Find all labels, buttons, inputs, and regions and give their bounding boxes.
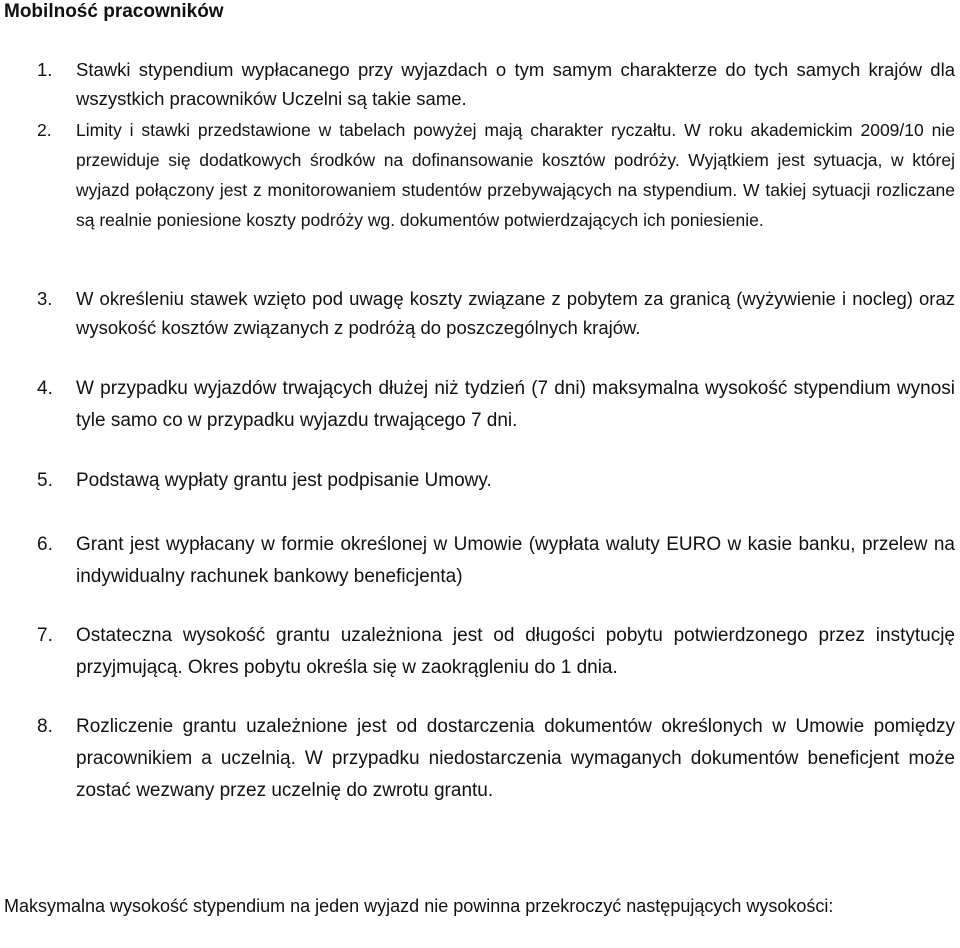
list-item-6 xyxy=(37,529,955,593)
footer-note: Maksymalna wysokość stypendium na jeden wyjazd nie powinna przekroczyć następujących wysokości: xyxy=(4,896,834,916)
list-item-number: 6. xyxy=(37,534,53,555)
list-item-text: Rozliczenie grantu uzależnione jest od dostarczenia dokumentów określonych w Umowie pomiędzy pracownikiem a uczelnią. W przypadku niedostarczenia wymaganych dokumentów beneficjent może zostać wezwany przez uczelnię do zwrotu grantu. xyxy=(76,716,955,801)
document-title: Mobilność pracowników xyxy=(4,1,224,22)
list-item-number: 3. xyxy=(37,288,53,309)
list-item-text: Stawki stypendium wypłacanego przy wyjazdach o tym samym charakterze do tych samych krajów dla wszystkich pracowników Uczelni są takie same. xyxy=(76,59,955,109)
list-item-text: Podstawą wypłaty grantu jest podpisanie Umowy. xyxy=(76,470,492,491)
list-item-4 xyxy=(37,373,955,437)
list-item-text: Grant jest wypłacany w formie określonej w Umowie (wypłata waluty EURO w kasie banku, przelew na indywidualny rachunek bankowy beneficjenta) xyxy=(76,534,955,587)
list-item-text: Limity i stawki przedstawione w tabelach powyżej mają charakter ryczałtu. W roku akademickim 2009/10 nie przewiduje się dodatkowych środków na dofinansowanie kosztów podróży. Wyjątkiem jest sytuacja, w której wyjazd połączony jest z monitorowaniem studentów przebywających na stypendium. W takiej sytuacji rozliczane są realnie poniesione koszty podróży wg. dokumentów potwierdzających ich poniesienie. xyxy=(76,120,955,230)
list-item-number: 4. xyxy=(37,378,53,399)
list-item-2 xyxy=(37,115,955,235)
list-item-1 xyxy=(37,55,955,113)
list-item-3 xyxy=(37,284,955,342)
list-item-number: 1. xyxy=(37,59,53,80)
list-item-7 xyxy=(37,620,955,684)
list-item-number: 5. xyxy=(37,470,53,491)
list-item-number: 7. xyxy=(37,625,53,646)
list-item-text: Ostateczna wysokość grantu uzależniona jest od długości pobytu potwierdzonego przez instytucję przyjmującą. Okres pobytu określa się w zaokrągleniu do 1 dnia. xyxy=(76,625,955,678)
list-item-number: 2. xyxy=(37,120,52,140)
list-item-5 xyxy=(37,465,955,497)
list-item-8 xyxy=(37,711,955,807)
list-item-text: W przypadku wyjazdów trwających dłużej niż tydzień (7 dni) maksymalna wysokość stypendium wynosi tyle samo co w przypadku wyjazdu trwającego 7 dni. xyxy=(76,378,955,431)
list-item-number: 8. xyxy=(37,716,53,737)
list-item-text: W określeniu stawek wzięto pod uwagę koszty związane z pobytem za granicą (wyżywienie i nocleg) oraz wysokość kosztów związanych z podróżą do poszczególnych krajów. xyxy=(76,288,955,338)
